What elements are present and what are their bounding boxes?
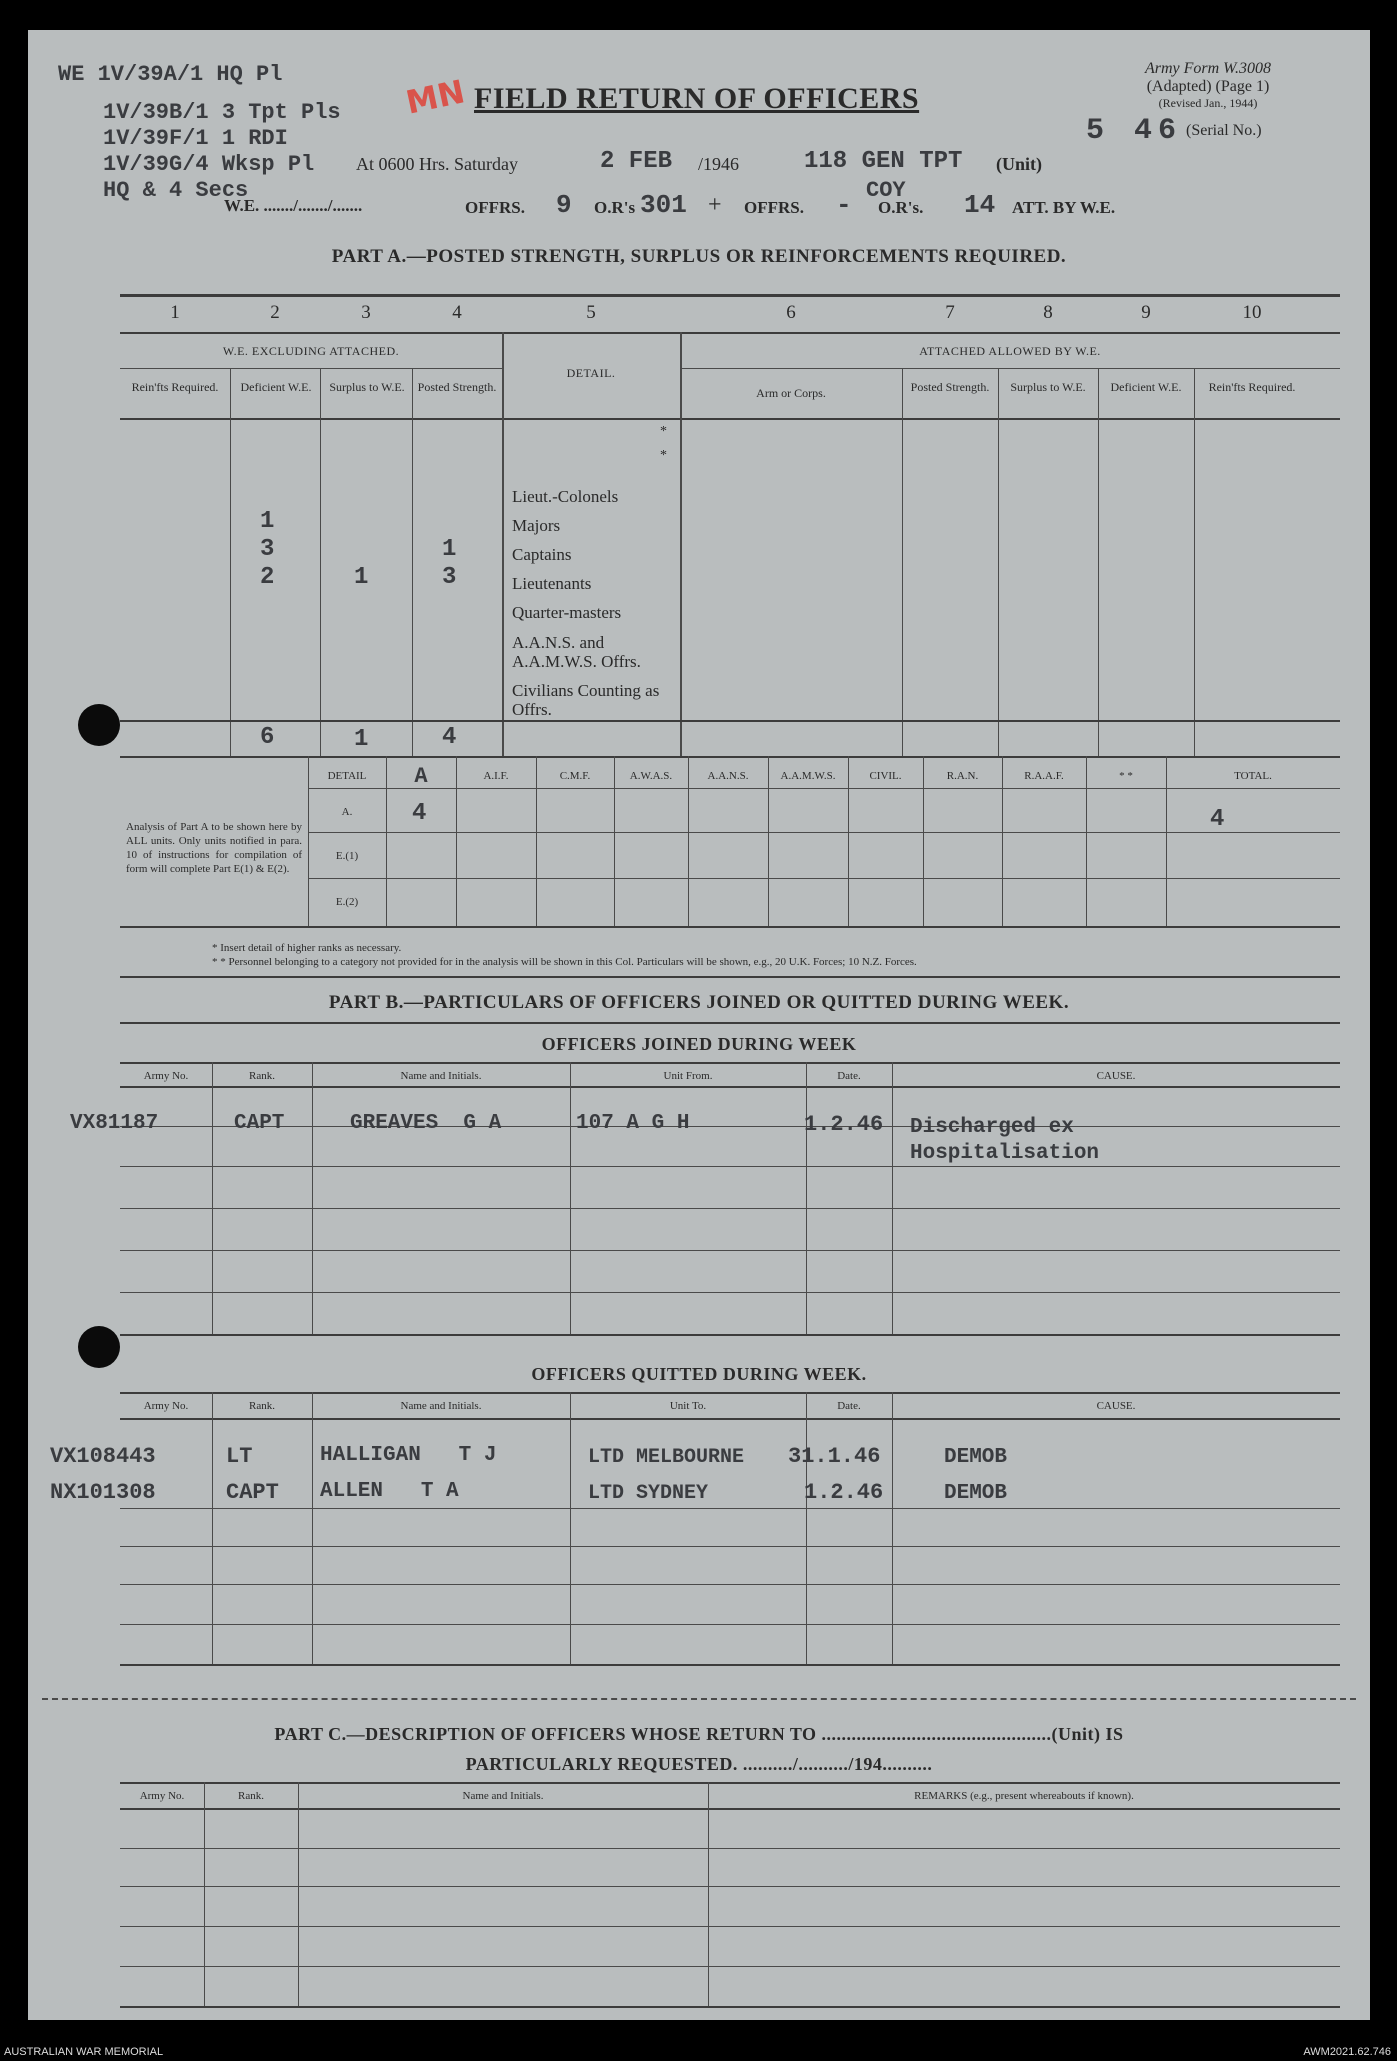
- ranks-list: [512, 482, 682, 719]
- surplus-lieutenants: 1: [354, 564, 369, 591]
- an-hdr-awas: A.W.A.S.: [629, 770, 673, 782]
- posted-captains: 1: [442, 536, 457, 563]
- quitted-hdr-cause: CAUSE.: [1096, 1400, 1136, 1412]
- date-typed: 2 FEB: [600, 148, 673, 175]
- detail-header: DETAIL.: [566, 366, 616, 380]
- quitted-army-no: VX108443: [50, 1444, 156, 1469]
- an-hdr-detail: DETAIL: [327, 770, 367, 782]
- hdr-att-surplus: Surplus to W.E.: [1010, 380, 1086, 394]
- footnote-2: * * Personnel belonging to a category not provided for in the analysis will be shown in this Col. Particulars will be shown, e.g., 20 U.K. Forces; 10 N.Z. Forces.: [212, 956, 917, 968]
- column-numbers: [120, 302, 1340, 332]
- quitted-rank: CAPT: [226, 1480, 279, 1505]
- hdr-att-posted: Posted Strength.: [910, 380, 990, 394]
- rank-civilians: Civilians Counting as Offrs.: [512, 681, 660, 719]
- c-hdr-rank: Rank.: [238, 1790, 264, 1802]
- offrs-value: 9: [556, 190, 572, 220]
- joined-name: GREAVES G A: [350, 1112, 502, 1135]
- an-row-e1: E.(1): [335, 850, 359, 862]
- we-line-5: HQ & 4 Secs: [103, 178, 249, 203]
- quitted-rank: LT: [226, 1444, 253, 1469]
- joined-hdr-date: Date.: [837, 1070, 861, 1082]
- part-b-title: PART B.—PARTICULARS OF OFFICERS JOINED OR QUITTED DURING WEEK.: [328, 992, 1070, 1013]
- an-hdr-raaf: R.A.A.F.: [1024, 770, 1064, 782]
- deficient-captains: 3: [260, 536, 275, 563]
- quitted-title: OFFICERS QUITTED DURING WEEK.: [531, 1364, 867, 1384]
- c-hdr-name: Name and Initials.: [462, 1790, 544, 1802]
- joined-hdr-rank: Rank.: [249, 1070, 275, 1082]
- c-hdr-army-no: Army No.: [139, 1790, 185, 1802]
- an-hdr-civil: CIVIL.: [869, 770, 902, 782]
- hdr-att-deficient: Deficient W.E.: [1110, 380, 1182, 394]
- joined-date: 1.2.46: [804, 1112, 884, 1137]
- an-hdr-cmf: C.M.F.: [559, 770, 591, 782]
- quitted-date: 1.2.46: [804, 1480, 884, 1505]
- ors-label: O.R's: [594, 198, 636, 217]
- deficient-majors: 1: [260, 508, 275, 535]
- an-hdr-aamws: A.A.M.W.S.: [780, 770, 836, 782]
- att-label: ATT. BY W.E.: [1012, 198, 1116, 217]
- part-a-title: PART A.—POSTED STRENGTH, SURPLUS OR REINFORCEMENTS REQUIRED.: [331, 246, 1067, 267]
- star-mark: *: [660, 424, 667, 439]
- we-line-3: 1V/39F/1 1 RDI: [103, 126, 288, 151]
- adapted-label: (Adapted) (Page 1): [1146, 78, 1270, 95]
- hdr-surplus: Surplus to W.E.: [329, 380, 405, 394]
- col-num: 2: [270, 302, 280, 323]
- deficient-lieutenants: 2: [260, 564, 275, 591]
- quitted-hdr-name: Name and Initials.: [400, 1400, 482, 1412]
- col-num: 1: [170, 302, 180, 323]
- unit-label: (Unit): [996, 154, 1042, 174]
- quitted-name: HALLIGAN T J: [320, 1444, 497, 1467]
- quitted-unit: LTD SYDNEY: [588, 1482, 709, 1505]
- we-line-2: 1V/39B/1 3 Tpt Pls: [103, 100, 341, 125]
- joined-rank: CAPT: [234, 1112, 285, 1135]
- col-num: 6: [786, 302, 796, 323]
- total-surplus: 1: [354, 726, 369, 753]
- punch-hole: [78, 704, 120, 746]
- tear-line: [42, 1698, 1356, 1700]
- an-hdr-total: TOTAL.: [1234, 770, 1272, 782]
- hdr-arm-corps: Arm or Corps.: [756, 386, 826, 400]
- an-total-value: 4: [1210, 806, 1225, 833]
- rank-captains: Captains: [512, 545, 572, 564]
- part-c-title-2: PARTICULARLY REQUESTED. ........../........../194..........: [465, 1754, 933, 1774]
- total-deficient: 6: [260, 724, 275, 751]
- an-row-e2: E.(2): [335, 896, 359, 908]
- rank-aans: A.A.N.S. and A.A.M.W.S. Offrs.: [512, 633, 641, 671]
- c-hdr-remarks: REMARKS (e.g., present whereabouts if known).: [914, 1790, 1134, 1802]
- quitted-hdr-rank: Rank.: [249, 1400, 275, 1412]
- quitted-hdr-army-no: Army No.: [143, 1400, 189, 1412]
- we-dates-label: W.E. ......./......./.......: [224, 196, 363, 215]
- col-num: 8: [1043, 302, 1053, 323]
- col-num: 3: [361, 302, 371, 323]
- group-we-excl: W.E. EXCLUDING ATTACHED.: [222, 344, 400, 358]
- serial-number: 5 46: [1086, 114, 1183, 148]
- quitted-name: ALLEN T A: [320, 1480, 459, 1503]
- an-row-a: A.: [341, 806, 353, 818]
- group-attached: ATTACHED ALLOWED BY W.E.: [919, 344, 1101, 358]
- footnote-1: * Insert detail of higher ranks as necessary.: [212, 942, 402, 954]
- unit-typed-coy: COY: [866, 178, 906, 203]
- joined-army-no: VX81187: [70, 1112, 159, 1135]
- col-num: 9: [1141, 302, 1151, 323]
- quitted-hdr-date: Date.: [837, 1400, 861, 1412]
- posted-lieutenants: 3: [442, 564, 457, 591]
- footer-left: AUSTRALIAN WAR MEMORIAL: [4, 2046, 164, 2058]
- joined-hdr-unit: Unit From.: [663, 1070, 713, 1082]
- plus-sign: +: [708, 192, 722, 218]
- quitted-army-no: NX101308: [50, 1480, 156, 1505]
- we-line-4: 1V/39G/4 Wksp Pl: [103, 152, 315, 177]
- hdr-att-reinfts: Rein'fts Required.: [1208, 380, 1296, 394]
- col-num: 7: [945, 302, 955, 323]
- rank-qm: Quarter-masters: [512, 603, 622, 622]
- quitted-cause: DEMOB: [944, 1446, 1008, 1469]
- red-initials-stamp: MN: [402, 72, 468, 122]
- quitted-cause: DEMOB: [944, 1482, 1008, 1505]
- ors2-value: 14: [964, 190, 996, 220]
- joined-hdr-cause: CAUSE.: [1096, 1070, 1136, 1082]
- unit-typed: 118 GEN TPT: [804, 148, 963, 175]
- joined-hdr-name: Name and Initials.: [400, 1070, 482, 1082]
- rank-lieutenants: Lieutenants: [512, 574, 592, 593]
- an-hdr-other: * *: [1119, 770, 1133, 782]
- an-hdr-aif: A.I.F.: [483, 770, 509, 782]
- punch-hole: [78, 1326, 120, 1368]
- form-sheet: [28, 30, 1370, 2020]
- hdr-reinfts: Rein'fts Required.: [131, 380, 219, 394]
- col-num: 5: [586, 302, 596, 323]
- hdr-posted: Posted Strength.: [417, 380, 497, 394]
- we-line-1: WE 1V/39A/1 HQ Pl: [58, 62, 283, 87]
- an-hdr-ran: R.A.N.: [946, 770, 979, 782]
- at-hours-label: At 0600 Hrs. Saturday: [356, 154, 518, 174]
- total-posted: 4: [442, 724, 457, 751]
- offrs2-label: OFFRS.: [744, 198, 804, 217]
- joined-cause-2: Hospitalisation: [910, 1142, 1100, 1165]
- col-num: 10: [1242, 302, 1262, 323]
- ors-value: 301: [640, 190, 687, 220]
- quitted-date: 31.1.46: [788, 1444, 881, 1469]
- joined-title: OFFICERS JOINED DURING WEEK: [541, 1034, 857, 1054]
- year-label: /1946: [698, 154, 740, 174]
- hdr-deficient: Deficient W.E.: [240, 380, 312, 394]
- joined-hdr-army-no: Army No.: [143, 1070, 189, 1082]
- analysis-note: Analysis of Part A to be shown here by ALL units. Only units notified in para. 10 of instructions for compilation of form will complete Part E(1) & E(2).: [126, 821, 302, 875]
- offrs2-value: -: [836, 190, 852, 220]
- quitted-hdr-unit: Unit To.: [669, 1400, 707, 1412]
- an-hdr-aans: A.A.N.S.: [707, 770, 749, 782]
- rank-majors: Majors: [512, 516, 561, 535]
- an-hdr-a: A: [414, 764, 428, 789]
- an-a-value: 4: [412, 800, 427, 827]
- form-title: FIELD RETURN OF OFFICERS: [474, 82, 920, 115]
- quitted-unit: LTD MELBOURNE: [588, 1446, 745, 1469]
- joined-cause-1: Discharged ex: [910, 1116, 1074, 1139]
- serial-label: (Serial No.): [1186, 122, 1262, 139]
- offrs-label: OFFRS.: [465, 198, 525, 217]
- ors2-label: O.R's.: [878, 198, 924, 217]
- footer-right: AWM2021.62.746: [1303, 2046, 1391, 2058]
- revised-label: (Revised Jan., 1944): [1158, 96, 1258, 110]
- rank-lt-col: Lieut.-Colonels: [512, 487, 619, 506]
- col-num: 4: [452, 302, 462, 323]
- army-form-label: Army Form W.3008: [1144, 60, 1272, 77]
- joined-unit: 107 A G H: [576, 1112, 690, 1135]
- part-c-title-1: PART C.—DESCRIPTION OF OFFICERS WHOSE RETURN TO ..............................................(Unit) IS: [274, 1724, 1124, 1744]
- star-mark: *: [660, 448, 667, 463]
